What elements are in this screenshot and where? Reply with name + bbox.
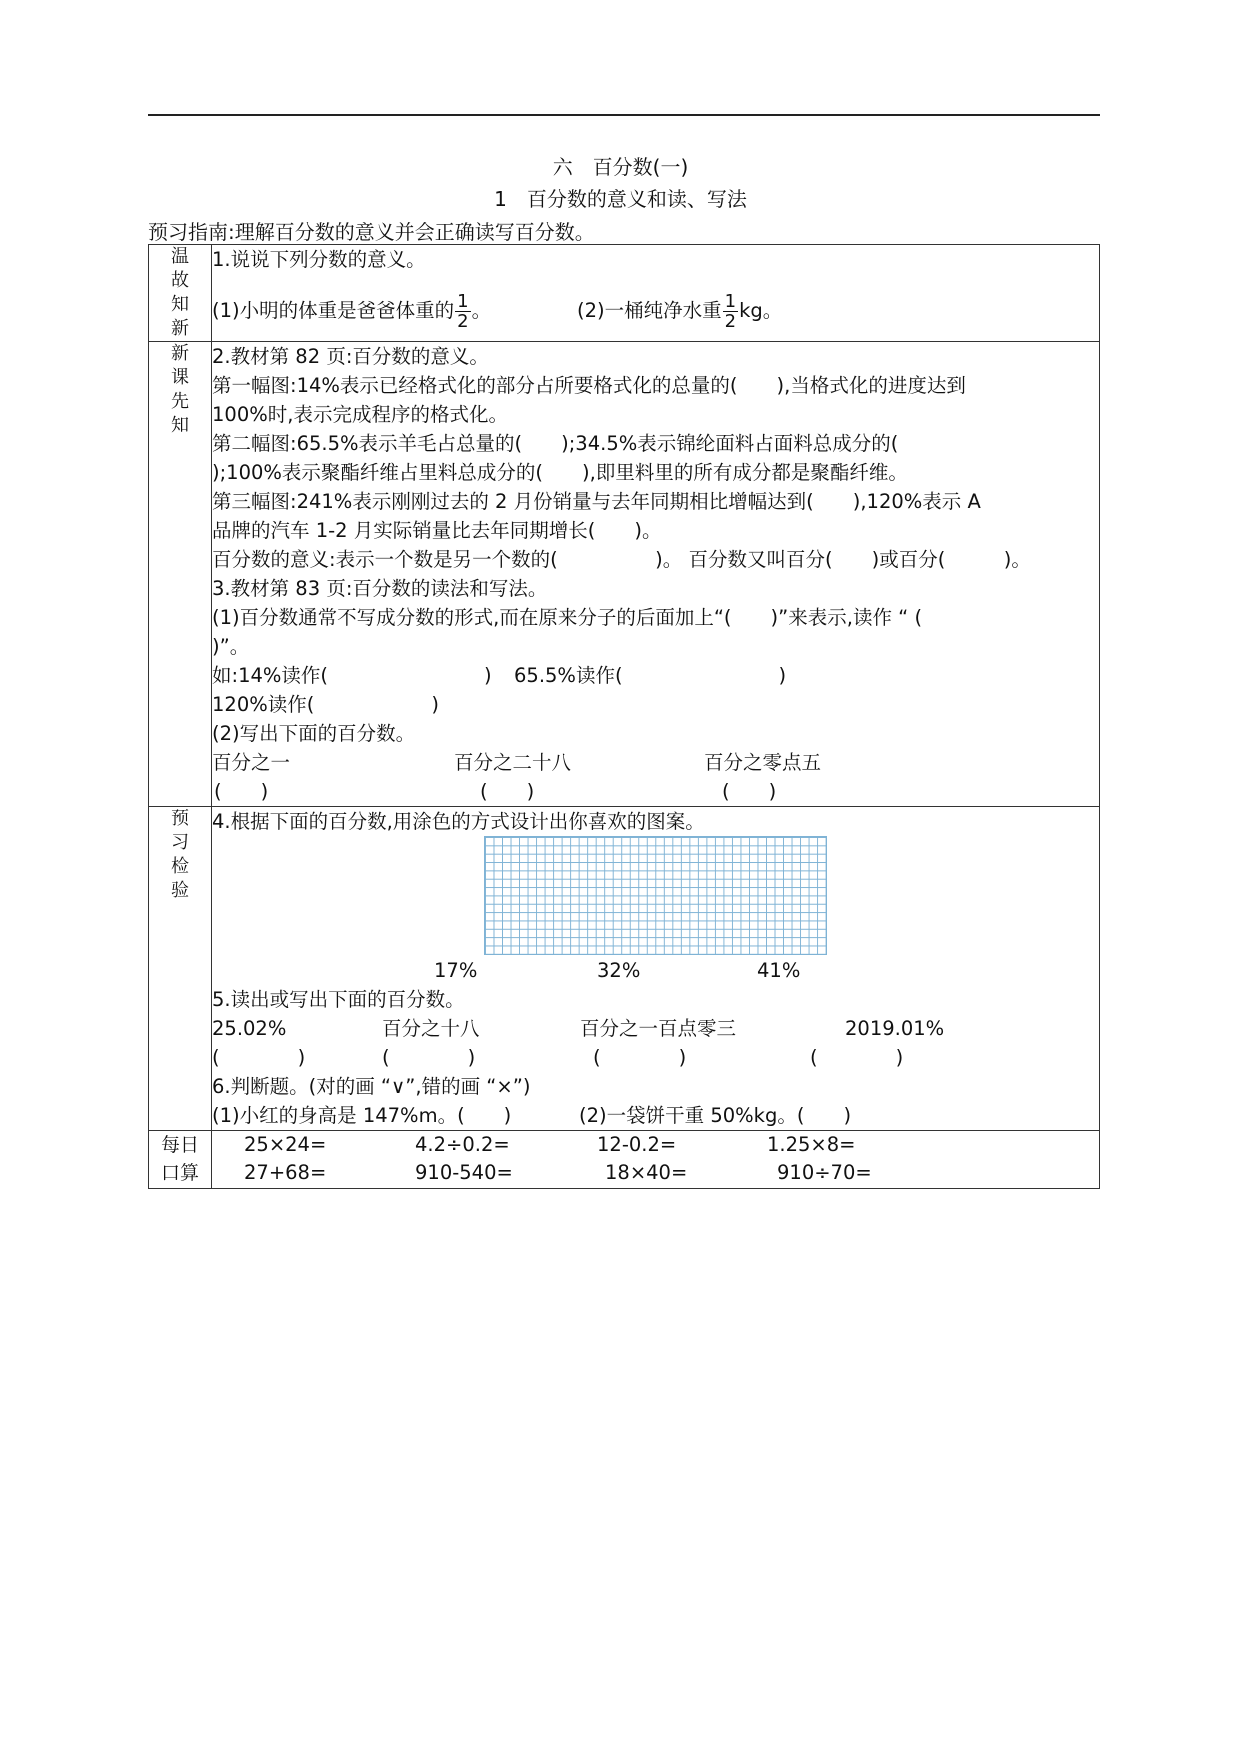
- question-4: 4.根据下面的百分数,用涂色的方式设计出你喜欢的图案。: [212, 810, 705, 833]
- text-line: 2.教材第 82 页:百分数的意义。: [212, 345, 489, 368]
- answer-blank[interactable]: ( ): [810, 1046, 904, 1069]
- section-label-review: 温 故 知 新: [149, 245, 212, 342]
- answer-blank[interactable]: ( ): [382, 1046, 476, 1069]
- text-line: 3.教材第 83 页:百分数的读法和写法。: [212, 577, 548, 600]
- question-5: 5.读出或写出下面的百分数。: [212, 988, 465, 1011]
- write-items: 百分之一 百分之二十八 百分之零点五: [212, 751, 822, 774]
- chapter-title: 六 百分数(一): [552, 155, 689, 179]
- answer-blank[interactable]: ( ): [593, 1046, 687, 1069]
- text-line: );100%表示聚酯纤维占里料总成分的( ),即里料里的所有成分都是聚酯纤维。: [212, 461, 908, 484]
- section-content-daily-calc: [212, 1131, 1100, 1189]
- coloring-grid[interactable]: [484, 836, 827, 955]
- q5-blanks: [212, 1043, 1099, 1072]
- section-new-lesson: [149, 342, 1100, 807]
- preview-guide: 预习指南:理解百分数的意义并会正确读写百分数。: [148, 220, 595, 244]
- text-line: 第二幅图:65.5%表示羊毛占总量的( );34.5%表示锦纶面料占面料总成分的(: [212, 432, 899, 455]
- text-line: (1)百分数通常不写成分数的形式,而在原来分子的后面加上“( )”来表示,读作 “ (: [212, 606, 923, 629]
- section-label-new-lesson: 新 课 先 知: [149, 342, 212, 807]
- section-content-new-lesson: [212, 342, 1100, 807]
- text-line: 第三幅图:241%表示刚刚过去的 2 月份销量与去年同期相比增幅达到( ),120%表示 A: [212, 490, 981, 513]
- reading-120-percent: 120%读作( ): [212, 693, 439, 716]
- coloring-grid-area: [212, 836, 1099, 956]
- judgment-2: (2)一袋饼干重 50%kg。( ): [579, 1104, 852, 1127]
- answer-blank[interactable]: ( ): [212, 1046, 306, 1069]
- section-preview-check: [149, 807, 1100, 1131]
- write-blanks: [212, 777, 1099, 806]
- write-title: (2)写出下面的百分数。: [212, 722, 416, 745]
- section-review: [149, 245, 1100, 342]
- answer-blank[interactable]: ( ): [480, 780, 535, 803]
- fraction-item-1: (1)小明的体重是爸爸体重的 $\frac{1}{2}$ 。: [212, 291, 492, 332]
- text-line: 第一幅图:14%表示已经格式化的部分占所要格式化的总量的( ),当格式化的进度达到: [212, 374, 966, 397]
- reading-line: [212, 661, 1099, 690]
- calc-row-2: 27+68= 910-540= 18×40= 910÷70=: [244, 1161, 872, 1184]
- reading-65-5-percent: 65.5%读作( ): [514, 664, 787, 687]
- fraction-half: $\frac{1}{2}$: [724, 291, 737, 332]
- judgment-1: (1)小红的身高是 147%m。( ): [212, 1104, 512, 1127]
- answer-blank[interactable]: ( ): [722, 780, 777, 803]
- text-line: )”。: [212, 635, 250, 658]
- fraction-item-2: (2)一桶纯净水重 $\frac{1}{2}$ kg。: [577, 291, 783, 332]
- text-line: 品牌的汽车 1-2 月实际销量比去年同期增长( )。: [212, 519, 662, 542]
- section-content-preview-check: [212, 807, 1100, 1131]
- fraction-half: $\frac{1}{2}$: [457, 291, 469, 332]
- section-content-review: [212, 245, 1100, 342]
- top-rule: [148, 114, 1100, 116]
- reading-14-percent: 如:14%读作( ): [212, 664, 492, 687]
- question-6: 6.判断题。(对的画 “∨”,错的画 “×”): [212, 1075, 531, 1098]
- section-label-daily-calc: 每日 口算: [149, 1131, 212, 1189]
- calc-row-1: 25×24= 4.2÷0.2= 12-0.2= 1.25×8=: [244, 1133, 856, 1156]
- q6-items: [212, 1101, 1099, 1130]
- answer-blank[interactable]: ( ): [214, 780, 269, 803]
- fraction-items: [212, 280, 1099, 330]
- worksheet-table: [148, 244, 1100, 1189]
- percent-labels: 17% 32% 41%: [434, 959, 801, 982]
- question-1: 1.说说下列分数的意义。: [212, 248, 426, 271]
- lesson-title: 1 百分数的意义和读、写法: [494, 187, 747, 211]
- section-label-preview-check: 预 习 检 验: [149, 807, 212, 1131]
- section-daily-calc: [149, 1131, 1100, 1189]
- text-line: 100%时,表示完成程序的格式化。: [212, 403, 508, 426]
- q5-items: 25.02% 百分之十八 百分之一百点零三 2019.01%: [212, 1017, 945, 1040]
- text-line: 百分数的意义:表示一个数是另一个数的( )。 百分数又叫百分( )或百分( )。: [212, 548, 1031, 571]
